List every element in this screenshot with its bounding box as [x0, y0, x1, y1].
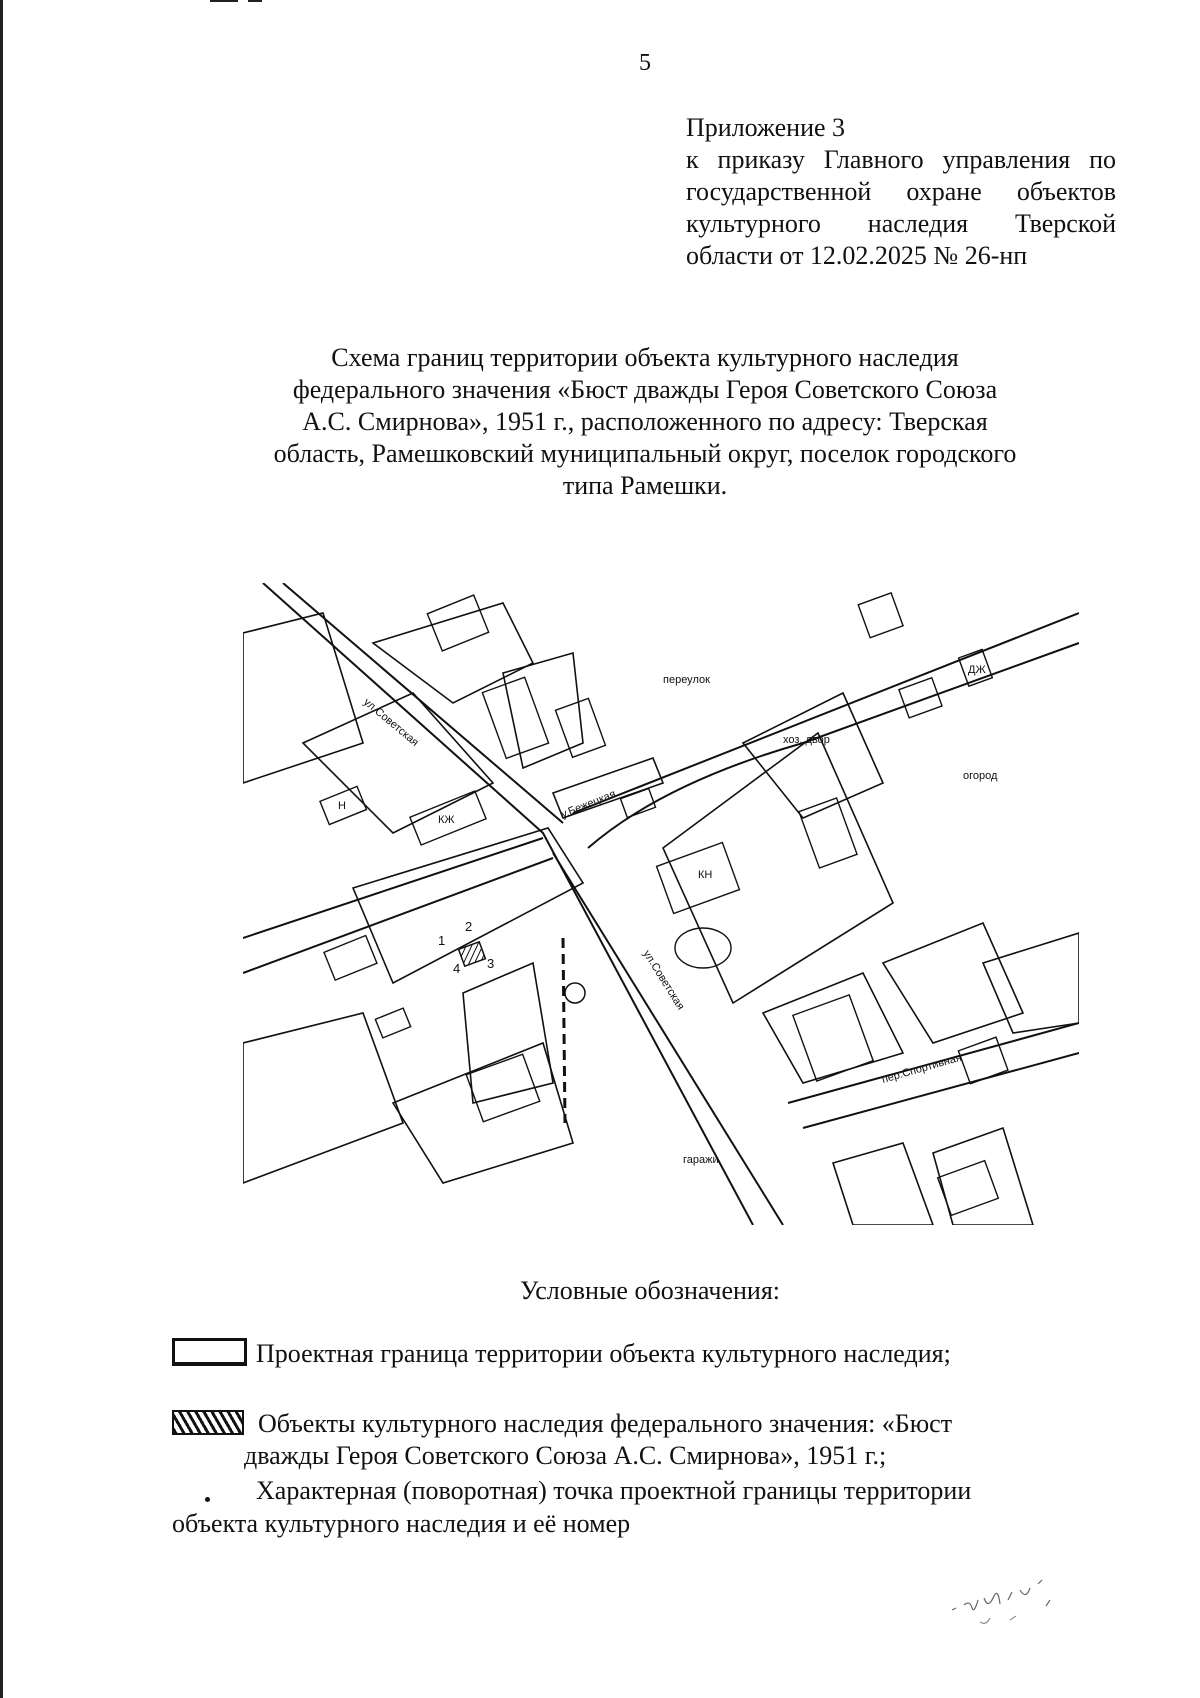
legend-item-point-line: объекта культурного наследия и её номер: [172, 1509, 631, 1538]
building-label: КН: [698, 869, 713, 881]
scheme-title: [210, 342, 1080, 502]
boundary-swatch: [172, 1338, 247, 1366]
street-edge: [243, 838, 543, 938]
legend-item-heritage-line: Объекты культурного наследия федерального значения: «Бюст: [258, 1409, 953, 1438]
parcel: [463, 963, 553, 1103]
building: [375, 1008, 410, 1038]
monument-hatch: [459, 942, 486, 966]
parcel: [243, 1013, 403, 1183]
street-label: пер.Спортивная: [880, 1051, 963, 1086]
dashed-path: [563, 938, 565, 1123]
building: [324, 935, 377, 980]
monument-circle: [565, 983, 585, 1003]
point-number: 3: [487, 956, 495, 971]
parcel: [393, 1043, 573, 1183]
parcel: [983, 933, 1079, 1033]
legend-title: Условные обозначения:: [519, 1276, 781, 1305]
appendix-line: культурного наследия Тверской: [686, 209, 1116, 238]
scan-left-edge: [0, 0, 3, 1698]
signature-mark: [950, 1570, 1070, 1640]
building: [899, 678, 942, 718]
parcel: [763, 973, 903, 1083]
scheme-title-line: типа Рамешки.: [562, 471, 728, 500]
street-edge: [588, 643, 1079, 848]
scan-top-mark: [248, 0, 262, 2]
scheme-title-line: А.С. Смирнова», 1951 г., расположенного по адресу: Тверская: [302, 407, 988, 436]
point-number: 4: [453, 961, 461, 976]
scan-top-mark: [210, 0, 238, 2]
parcel: [663, 733, 893, 1003]
map-buildings: [320, 593, 1008, 1215]
cadastral-map: [243, 583, 1079, 1225]
map-monument: [459, 938, 585, 1123]
signature-stroke: [952, 1580, 1050, 1610]
appendix-line: области от 12.02.2025 № 26-нп: [686, 241, 1028, 270]
building: [858, 593, 903, 638]
parcel: [243, 613, 363, 783]
building: [793, 995, 873, 1081]
appendix-line: Приложение 3: [686, 113, 846, 142]
point-symbol: [205, 1497, 210, 1502]
legend-item-point-line: Характерная (поворотная) точка проектной границы территории: [256, 1476, 972, 1505]
parcel: [373, 603, 533, 703]
building-label: ДЖ: [968, 664, 986, 676]
street-edge: [243, 858, 553, 973]
street-label: ул.Советская: [640, 948, 687, 1013]
parcel: [833, 1143, 933, 1225]
building-label: КЖ: [438, 814, 455, 826]
appendix-header: [686, 112, 1116, 272]
area-label: хоз. двор: [783, 734, 830, 746]
area-label: огород: [963, 770, 998, 782]
parcel: [883, 923, 1023, 1043]
parcel: [503, 653, 583, 768]
area-label: переулок: [663, 674, 710, 686]
street-label: у.Бежецкая: [559, 788, 618, 821]
building-label: Н: [338, 800, 346, 812]
area-label: гаражи: [683, 1154, 719, 1166]
building: [555, 698, 605, 757]
cadastral-map-drawing: [243, 583, 1079, 1225]
building: [799, 798, 857, 868]
point-number: 2: [465, 919, 473, 934]
scheme-title-line: область, Рамешковский муниципальный округ, поселок городского: [273, 439, 1017, 468]
building: [482, 677, 548, 758]
street-label: ул.Советская: [361, 696, 421, 749]
signature-stroke: [980, 1616, 1016, 1623]
scheme-title-line: федерального значения «Бюст дважды Героя Советского Союза: [292, 375, 998, 404]
building: [466, 1054, 539, 1122]
map-streets: [243, 583, 1079, 1225]
page-number: 5: [639, 50, 651, 76]
legend-item-heritage-line: дважды Героя Советского Союза А.С. Смирнова», 1951 г.;: [244, 1441, 887, 1470]
legend-item-boundary: Проектная граница территории объекта культурного наследия;: [256, 1339, 951, 1368]
building: [675, 928, 731, 968]
appendix-line: государственной охране объектов: [686, 177, 1116, 206]
scheme-title-line: Схема границ территории объекта культурного наследия: [331, 343, 959, 372]
heritage-object-swatch: [172, 1410, 244, 1435]
point-number: 1: [438, 933, 446, 948]
parcel: [933, 1128, 1033, 1225]
street-edge: [553, 853, 783, 1225]
street-edge: [573, 613, 1079, 813]
appendix-line: к приказу Главного управления по: [686, 145, 1116, 174]
building: [938, 1161, 999, 1216]
